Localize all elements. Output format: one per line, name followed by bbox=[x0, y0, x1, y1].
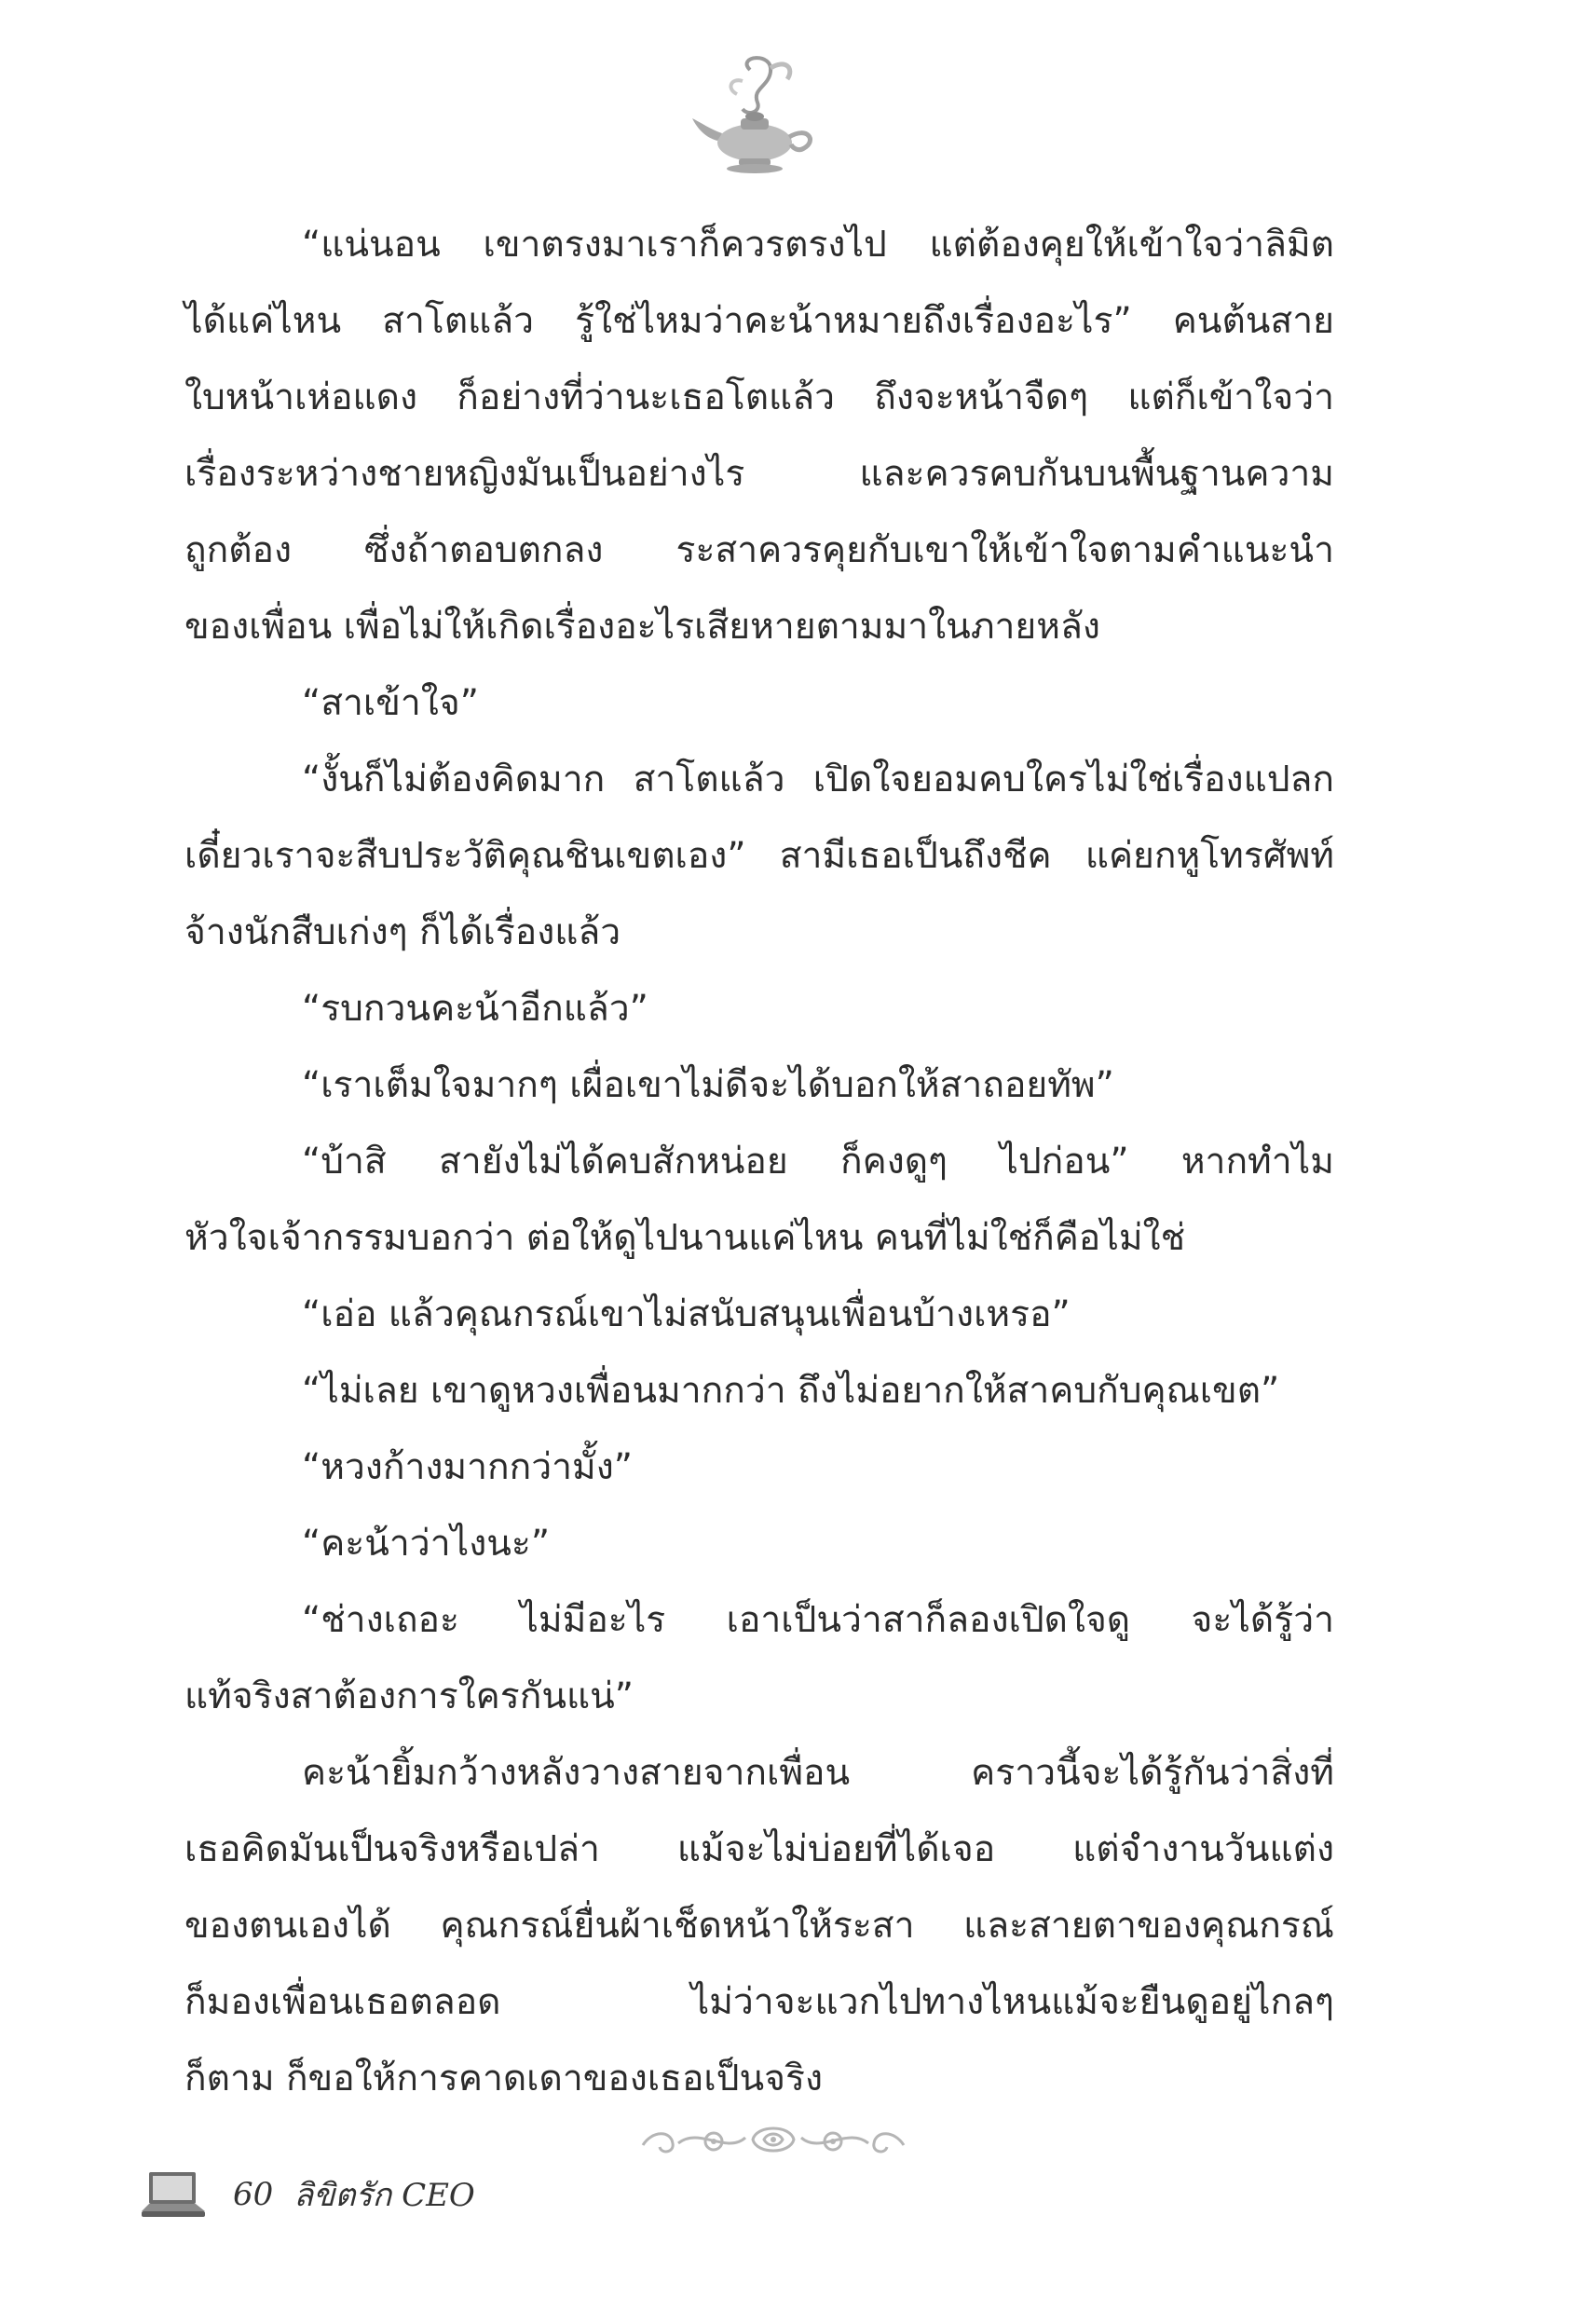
text-line: เธอคิดมันเป็นจริงหรือเปล่า แม้จะไม่บ่อยที่ได้เจอ แต่จำงานวันแต่ง bbox=[184, 1828, 1334, 1870]
text-line: “คะน้าว่าไงนะ” bbox=[302, 1523, 551, 1565]
text-line: “ไม่เลย เขาดูหวงเพื่อนมากกว่า ถึงไม่อยากให้สาคบกับคุณเขต” bbox=[302, 1370, 1280, 1412]
text-line: หัวใจเจ้ากรรมบอกว่า ต่อให้ดูไปนานแค่ไหน คนที่ไม่ใช่ก็คือไม่ใช่ bbox=[184, 1217, 1186, 1259]
text-line: ได้แค่ไหน สาโตแล้ว รู้ใช่ไหมว่าคะน้าหมายถึงเรื่องอะไร” คนต้นสาย bbox=[184, 300, 1334, 342]
text-line: คะน้ายิ้มกว้างหลังวางสายจากเพื่อน คราวนี้จะได้รู้กันว่าสิ่งที่ bbox=[302, 1752, 1334, 1794]
text-line: ก็ตาม ก็ขอให้การคาดเดาของเธอเป็นจริง bbox=[184, 2058, 823, 2099]
text-line: ของเพื่อน เพื่อไม่ให้เกิดเรื่องอะไรเสียหายตามมาในภายหลัง bbox=[184, 606, 1100, 648]
page-number: 60 bbox=[233, 2176, 274, 2213]
text-line: จ้างนักสืบเก่งๆ ก็ได้เรื่องแล้ว bbox=[184, 911, 621, 953]
text-line: ถูกต้อง ซึ่งถ้าตอบตกลง ระสาควรคุยกับเขาให้เข้าใจตามคำแนะนำ bbox=[184, 529, 1334, 571]
text-line: แท้จริงสาต้องการใครกันแน่” bbox=[184, 1675, 634, 1717]
text-line: “เอ่อ แล้วคุณกรณ์เขาไม่สนับสนุนเพื่อนบ้างเหรอ” bbox=[302, 1293, 1071, 1335]
paragraph bbox=[184, 1353, 1334, 1429]
text-line: “เราเต็มใจมากๆ เผื่อเขาไม่ดีจะได้บอกให้สาถอยทัพ” bbox=[302, 1064, 1114, 1106]
paragraph bbox=[184, 971, 1334, 1047]
paragraph bbox=[184, 1506, 1334, 1582]
text-line: “ช่างเถอะ ไม่มีอะไร เอาเป็นว่าสาก็ลองเปิดใจดู จะได้รู้ว่า bbox=[302, 1599, 1334, 1641]
paragraph bbox=[184, 1124, 1334, 1277]
page-footer bbox=[140, 2167, 475, 2222]
text-line: ใบหน้าเห่อแดง ก็อย่างที่ว่านะเธอโตแล้ว ถึงจะหน้าจืดๆ แต่ก็เข้าใจว่า bbox=[184, 376, 1334, 418]
body-text bbox=[184, 207, 1334, 2117]
text-line: “สาเข้าใจ” bbox=[302, 682, 479, 724]
text-line: ของตนเองได้ คุณกรณ์ยื่นผ้าเช็ดหน้าให้ระสา และสายตาของคุณกรณ์ bbox=[184, 1905, 1334, 1947]
paragraph bbox=[184, 1047, 1334, 1124]
text-line: ก็มองเพื่อนเธอตลอด ไม่ว่าจะแวกไปทางไหนแม้จะยืนดูอยู่ไกลๆ bbox=[184, 1981, 1334, 2023]
paragraph bbox=[184, 1582, 1334, 1735]
text-line: “หวงก้างมากกว่ามั้ง” bbox=[302, 1446, 633, 1488]
paragraph bbox=[184, 742, 1334, 971]
text-line: “รบกวนคะน้าอีกแล้ว” bbox=[302, 988, 648, 1030]
laptop-icon bbox=[140, 2170, 207, 2219]
floral-divider-icon bbox=[634, 2117, 913, 2162]
paragraph bbox=[184, 665, 1334, 742]
paragraph bbox=[184, 1277, 1334, 1353]
paragraph bbox=[184, 207, 1334, 665]
genie-lamp-icon bbox=[685, 51, 825, 177]
paragraph bbox=[184, 1429, 1334, 1506]
book-title: ลิขิตรัก CEO bbox=[293, 2177, 475, 2214]
text-line: “บ้าสิ สายังไม่ได้คบสักหน่อย ก็คงดูๆ ไปก่อน” หากทำไม bbox=[302, 1141, 1334, 1183]
text-line: เรื่องระหว่างชายหญิงมันเป็นอย่างไร และควรคบกันบนพื้นฐานความ bbox=[184, 453, 1334, 495]
text-line: “แน่นอน เขาตรงมาเราก็ควรตรงไป แต่ต้องคุยให้เข้าใจว่าลิมิต bbox=[302, 224, 1334, 266]
text-line: เดี๋ยวเราจะสืบประวัติคุณชินเขตเอง” สามีเธอเป็นถึงชีค แค่ยกหูโทรศัพท์ bbox=[184, 835, 1334, 877]
text-line: “งั้นก็ไม่ต้องคิดมาก สาโตแล้ว เปิดใจยอมคบใครไม่ใช่เรื่องแปลก bbox=[302, 759, 1334, 800]
paragraph bbox=[184, 1735, 1334, 2117]
